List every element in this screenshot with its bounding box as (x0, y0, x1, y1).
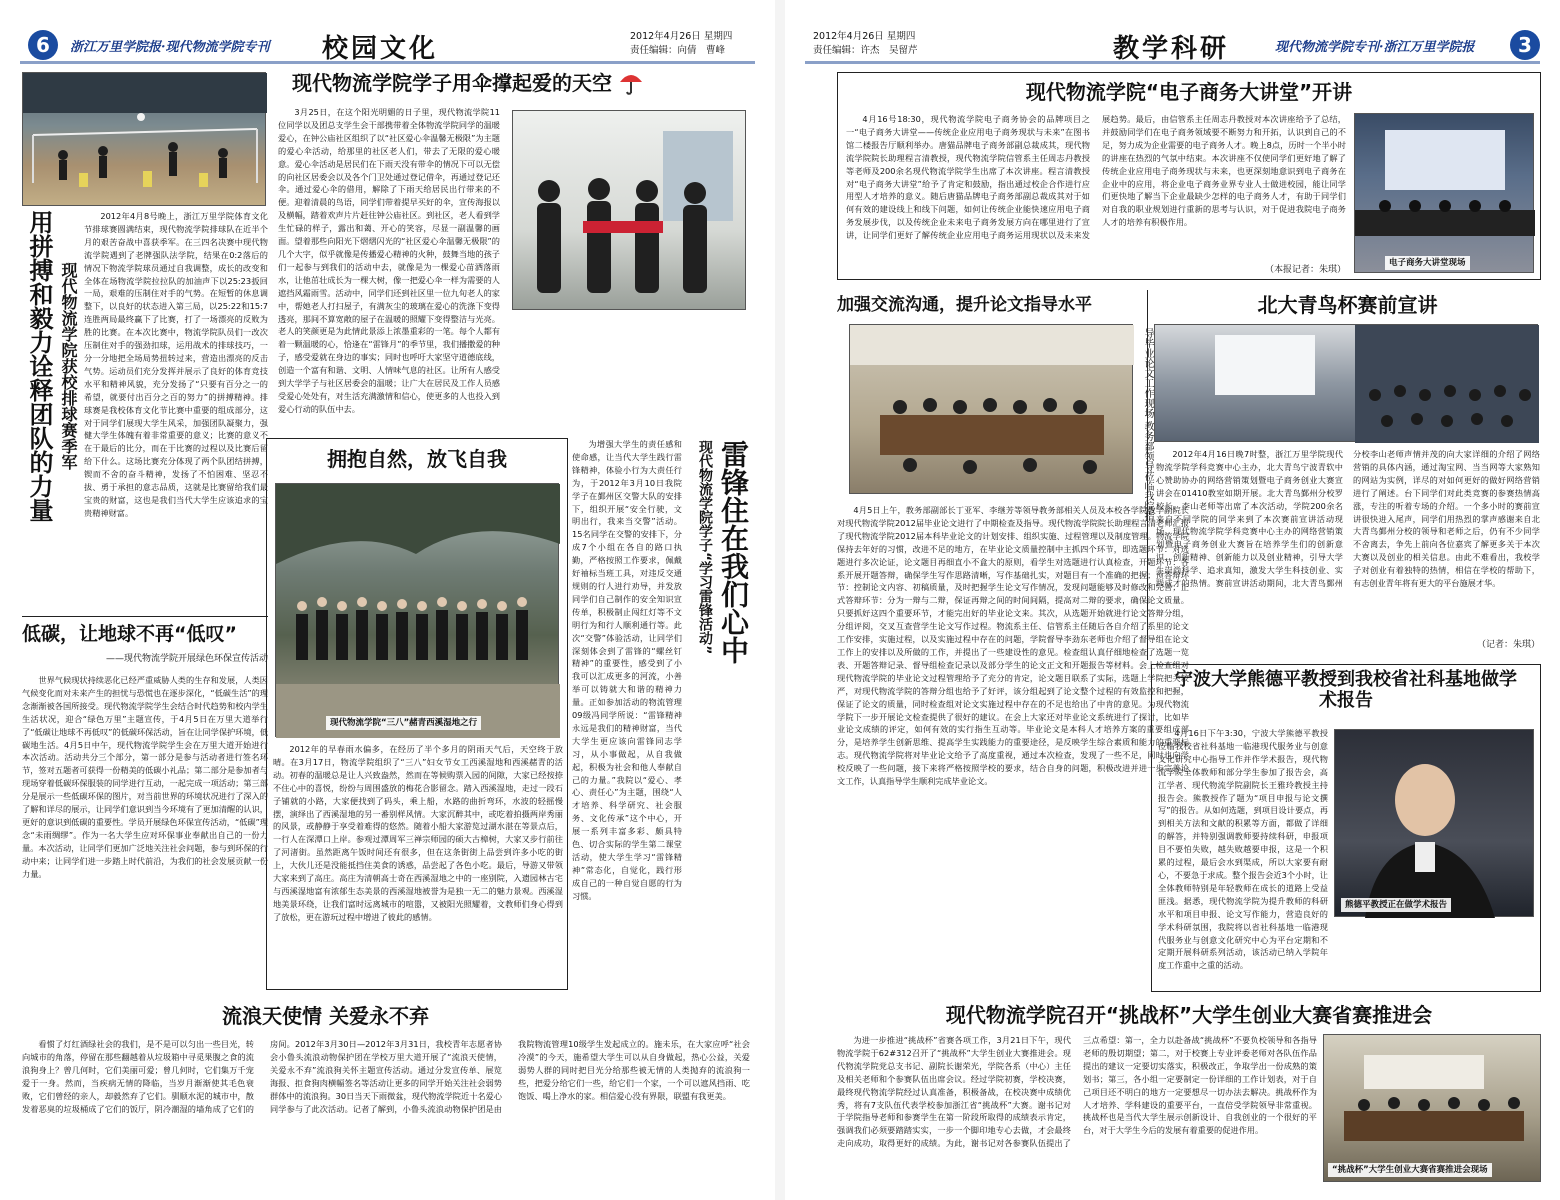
section-title: 校园文化 (322, 34, 439, 64)
pku-article (1147, 290, 1541, 660)
section-title: 教学科研 (1113, 34, 1230, 64)
challenge-photo-caption: “挑战杯”大学生创业大赛省赛推进会现场 (1328, 1163, 1492, 1177)
nature-title: 拥抱自然，放飞自我 (327, 447, 507, 471)
lowcarbon-article (22, 624, 268, 994)
stray-title: 流浪天使情 关爱永不弃 (222, 1004, 429, 1028)
nature-photo (275, 483, 559, 737)
thesis-photo (849, 324, 1133, 494)
leifeng-subtitle: 现代物流学院学子“学习雷锋活动” (697, 440, 713, 655)
challenge-title: 现代物流学院召开“挑战杯”大学生创业大赛省赛推进会 (945, 1003, 1433, 1027)
page-number-badge: 3 (1510, 30, 1540, 60)
volleyball-photo (22, 72, 266, 206)
volleyball-title: 用拼搏和毅力诠释团队的力量 (25, 210, 53, 522)
volleyball-article (84, 210, 268, 580)
paper-name: 浙江万里学院报·现代物流学院专刊 (70, 40, 270, 55)
leifeng-title: 雷锋住在我们心中 (717, 440, 750, 664)
editors: 责任编辑：许杰 吴留芹 (813, 45, 918, 56)
pku-title: 北大青鸟杯赛前宣讲 (1257, 293, 1438, 317)
thesis-article (837, 290, 1195, 992)
page-gutter (775, 0, 785, 1200)
stray-body: 看惯了灯红酒绿社会的我们，是不是可以匀出一些目光，转向城市的角落，停留在那些翻越着从垃圾箱中寻觅果腹之食的流浪狗身上？曾几何时，它们美丽可爱；曾几何时，它们集万千宠爱于一身。然而，当疾病无情的降临，当岁月渐渐使其毛色衰败，它们曾经的亲人，却毅然弃了它们。驯顺水泥的城市中，散发着恶臭的垃圾桶成了它们的饭厅，阴冷潮湿的墙角成了它们的房间。2012年3月30日—2012年3月31日，我校青年志愿者协会小鲁头流浪动物保护团在学校万里大道开展了“流浪天使情，关爱永不弃”流浪狗关怀主题宣传活动。通过分发宣传单、展览海报、拒食狗肉横幅签名等活动让更多的同学开始关注社会弱势群体中的流浪狗。30日当天下雨微盆，现代物流学院近十名爱心同学参与了此次活动。记者了解到，小鲁头流浪动物保护团是由我院物流管理10级学生发起成立的。施未乐，在大家应呼“社会冷漠”的今天，施希望大学生可以从自身做起，热心公益，关爱弱势人群的同时把目光分给那些被无情的人类抛弃的流浪狗一些，把爱分给它们一些，给它们一个家，一个可以遮风挡雨、吃饱饭、喝上净水的家。相信爱心没有界限，联盟有我更美。 (22, 1039, 750, 1114)
issue-date: 2012年4月26日 星期四 (813, 31, 916, 42)
umbrella-body: 3月25日，在这个阳光明媚的日子里，现代物流学院11位同学以及团总支学生会干部携带着全体物流学院同学的温暖爱心，在钟公庙社区组织了以“社区爱心伞温馨无极限”为主题的爱心伞活动，给那里的社区老人们，带去了无限的爱心暖意。爱心伞活动是居民们在下雨天没有带伞的情况下可以无偿的向社区居委会以及各个门卫处通过登记借伞，再通过登记还伞。通过爱心伞的借用，解除了下雨天给居民出行带来的不便。迎着清晨的鸟语，同学们带着提早买好的伞，宣传海报以及横幅，踏着欢声片片赶往钟公庙社区。到社区，老人看到学生忙碌的样子，露出和蔼、开心的笑容，尽显一副温馨的画面。望着那些向阳光下熠熠闪光的“社区爱心伞温馨无极限”的几个大字，似乎就像是传播爱心精神的火种，鼓舞当地的孩子们一起参与到我们的活动中去，就像是为一棵爱心苗洒落雨水，让他茁壮成长为一棵大树，像一把爱心伞一样为需要的人遮挡风霜雨雪。活动中，同学们还到社区里一位九旬老人的家中，帮她老人打扫屋子，有满灰尘的玻璃在爱心的洗涤下变得透亮，那间不算宽敞的屋子在温暖的照耀下变得整洁与光亮。老人的笑颜更是为此情此景添上浓墨重彩的一笔。每个人都有着一颗温暖的心，恰逢在“雷锋月”的季节里，我们播撒爱的种子，感受爱就在身边的事实；同时也呼吁大家坚守道德底线，创造一个富有和谐、文明、人情味气息的社区。让所有人感受到大学学子与社区居委会的温暖；让广大在居民及工作人员感受爱心处处有，对生活充满激情和信心，使更多的人也投入到爱心行动的队伍中去。 (278, 107, 500, 414)
umbrella-columns (278, 106, 750, 422)
stray-article (22, 1000, 750, 1185)
issue-date-editors (630, 30, 732, 58)
ecommerce-photo-caption: 电子商务大讲堂现场 (1385, 256, 1470, 270)
left-header (20, 28, 755, 64)
ningbo-title: 宁波大学熊德平教授到我校省社科基地做学术报告 (1175, 669, 1517, 711)
ecommerce-byline: （本报记者：朱琪） (1264, 265, 1346, 275)
ningbo-photo-caption: 熊德平教授正在做学术报告 (1341, 898, 1451, 912)
challenge-body: 为进一步推进“挑战杯”省赛各项工作，3月21日下午，现代物流学院于62#312召开了“挑战杯”大学生创业大赛推进会。现代物流学院党总支书记、副院长谢荣光，学院各系（中心）主任及相关老师和个参赛队伍出席会议。经过学院初赛，学校决赛，最终现代物流学院经过认真准备，积极备战，在校决赛中成绩优秀，将有7支队伍代表学校参加浙江省“挑战杯”大赛。谢书记对于学院指导老师和参赛学生在第一阶段所取得的成绩表示肯定，强调我们必须要踏踏实实，一步一个脚印地专心去做，才会最终走向成功，取得更好的成绩。为此，谢书记对各参赛队伍提出了三点希望：第一，全力以赴备战“挑战杯”不要负校领导和各指导老师的殷切期望；第二，对于校赛上专业评委老师对各队伍作品提出的建议一定要切实落实，积极改正，争取学出一份成熟的策划书；第三，各小组一定要制定一份详细的工作计划表，对于自己项目还不明白的地方一定要想尽一切办法去解决。挑战杯作为人才培养、学科建设的重要平台，一直倍受学院领导非常重视。挑战杯也是当代大学生展示创新设计、自我创业的一个很好的平台，对于大学生今后的发展有着重要的促进作用。 (837, 1035, 1317, 1149)
left-page (0, 0, 775, 1200)
divider (22, 616, 268, 617)
issue-date: 2012年4月26日 星期四 (630, 31, 733, 42)
ecommerce-photo (1354, 113, 1534, 273)
lowcarbon-title: 低碳，让地球不再“低叹” (22, 623, 237, 645)
right-header (805, 28, 1540, 64)
pku-byline: （记者：朱琪） (1476, 640, 1540, 650)
ecommerce-title: 现代物流学院“电子商务大讲堂”开讲 (1025, 80, 1353, 104)
challenge-photo (1323, 1034, 1541, 1182)
umbrella-right (508, 106, 750, 422)
right-page (785, 0, 1560, 1200)
editors: 责任编辑：向倩 曹峰 (630, 45, 726, 56)
thesis-photo-caption: 导毕业论文工作现场 教务部领导莅临我院指 (1142, 328, 1153, 522)
lowcarbon-subtitle: ——现代物流学院开展绿色环保宣传活动 (105, 654, 268, 664)
volleyball-body: 2012年4月8号晚上，浙江万里学院体育文化节排球赛圆满结束，现代物流学院排球队在近半个月的艰苦奋战中喜获季军。在三四名决赛中现代物流学院遇到了老牌强队法学院，结果在0:2落后的情况下物流学院球员通过自我调整，成长的改变和全体在场物流学院拉拉队的加油声下以25:23扳回一局，艰难的压制住对手的气势。在短暂的休息调整下，以良好的状态进入第三局，以25:22和15:7连胜两局最终赢下了比赛，打了一场漂亮的反败为胜的比赛。在本次比赛中，物流学院队员们一改次压制住对手的强劲扣球，运用战术的排球技巧，一分一分地把全场局势扭转过来，营造出漂亮的反击气势。运动员们充分发挥并展示了良好的体育竞技水平和精神风貌，充分发扬了“只要有百分之一的希望，就要付出百分之百的努力”的拼搏精神。排球赛是我校体育文化节比赛中重要的组成部分，这对于同学们展现大学生风采，加强团队凝聚力，强健大学生体魄有着非常重要的意义；比赛的意义不在于最后的比分，而在于比赛的过程以及比赛后留给下什么。这场比赛充分体现了两个队团结拼搏，锲而不舍的奋斗精神，发扬了不怕困难、坚忍不拔、勇于承担的意志品质，这就是比赛留给我们最宝贵的财富，这也是我们当代大学生应该追求的宝贵精神财富。 (84, 211, 268, 518)
ningbo-photo (1334, 729, 1534, 917)
umbrella-article (278, 66, 750, 428)
nature-article (266, 438, 568, 990)
ecommerce-body: 4月16号18:30，现代物流学院电子商务协会的品牌项目之一“电子商务大讲堂——传统企业应用电子商务现状与未来”在图书馆二楼报告厅顺利举办。唐猫品牌电子商务部副总裁成其，现代物流学院院长助理程言清教授，现代物流学院信管系主任周志丹教授等老师及200余名现代物流学院学生出席了本次讲座。程言清教授对“电子商务大讲堂”给予了肯定和鼓励，指出通过校企合作进行应用型人才培养的意义。随后唐猫品牌电子商务部副总裁成其对于如何有效的建设线上和线下问题，如何让传统企业能快速应用电子商务发展步伐，以及传统企业未来电子商务发展方向在哪里进行了宣讲，让同学们更好了解传统企业应用电子商务运用现状以及未来发展趋势。最后，由信管系主任周志丹教授对本次讲座给予了总结，并鼓励同学们在电子商务领域要不断努力和开拓，认识到自己的不足，努力成为企业需要的电子商务人才。晚上8点，历时一个半小时的讲座在热烈的气氛中结束。本次讲座不仅使同学们更好地了解了传统企业应用电子商务现状与未来，也更深刻地意识到电子商务在企业中的应用，将企业电子商务业界专业人士做进校园，能让同学们更快地了解当下企业最缺少怎样的电子商务人才，有助于同学们对自我的职业规划进行重新的思考与认识，对于促进我院电子商务人才的培养有积极作用。 (846, 114, 1346, 241)
ecommerce-article (837, 72, 1541, 280)
umbrella-title-row (278, 66, 750, 100)
ningbo-article (1151, 664, 1541, 992)
page-number-badge: 6 (28, 30, 58, 60)
pku-body: 2012年4月16日晚7时整，浙江万里学院现代物流学院学科竞赛中心主办，北大青鸟宁波青软中心赞助协办的网络营销策划暨电子商务创业大赛宣讲会在01410教室如期开展。北大青鸟鄞州分校罗校长、李山老师等出席了本次活动，学院200余名来自不同学院的同学来到了本次赛前宣讲活动现场。现代物流学院学科竞赛中心主办的网络营销策划暨电子商务创业大赛旨在培养学生们的创新意识、创新精神、创新能力以及创业精神，引导大学生崇尚科学、追求真知，激发大学生科技创业、实践成才的热情。赛前宣讲活动期间，北大青鸟鄞州分校李山老师声情并茂的向大家详细的介绍了网络营销的具体内涵，通过淘宝网、当当网等大家熟知的网站为实例，详尽的对如何更好的做好网络营销进行了阐述。台下同学们对此类竞赛的参赛热情高涨，专注的听着专场的介绍。一个多小时的赛前宣讲很快进入尾声，同学们用热烈的掌声感谢来自北大青鸟鄞州分校的领导和老师之后，仍有不少同学不舍离去，争先上前向各位嘉宾了解更多关于本次大赛以及创业的相关信息。由此不难看出，我校学子对创业有着独特的热情，相信在学校的帮助下，有志创业青年将有更大的平台施展才华。 (1156, 449, 1540, 589)
umbrella-photo (512, 110, 746, 310)
ningbo-body: 4月16日下午3:30，宁波大学熊德平教授莅临我校省社科基地一临港现代服务业与创意文化研究中心指导工作并作学术报告，现代物流学院全体教师和部分学生参加了报告会，高江学者、现代物流学院副院长王雅玲教授主持报告会。熊教授作了题为“项目申报与论文撰写”的报告。从如何选题，到项目设计要点，再到相关方法和文献的积累等方面，都做了详细的解答，并特别强调教师要持续科研，申报项目不要怕失败，越失败越要申报，这是一个积累的过程，最后会水到渠成，所以大家要有耐心，不要急于求成。整个报告会近3个小时，让全体教师特别是年轻教师在成长的道路上受益匪浅。据悉，现代物流学院为提升教师的科研水平和项目申报、论文写作能力，营造良好的学术科研氛围，我院将以省社科基地一临港现代服务业与创意文化研究中心为平台定期和不定期开展科研系列活动，该活动已纳入学院年度工作重中之重的活动。 (1158, 728, 1328, 971)
umbrella-title: 现代物流学院学子用伞撑起爱的天空 (292, 70, 612, 95)
paper-name: 现代物流学院专刊·浙江万里学院报 (1275, 40, 1475, 55)
volleyball-subtitle: 现代物流学院获校排球赛季军 (59, 262, 78, 470)
lowcarbon-body: 世界气候现状持续恶化已经严重威胁人类的生存和发展，人类因气候变化而对未来产生的担忧与恐慌也在逐步深化，“低碳生活”的理念渐渐被各国所接受。现代物流学院学生会结合时代趋势和校内学生生活状况，迎合“绿色万里”主题宣传，于4月5日在万里大道举行了“低碳让地球不再低叹”的低碳环保活动，旨在让同学保护环境，低碳地生活。4月5日中午，现代物流学院学生会在万里大道开始进行本次活动。活动共分三个部分，第一部分是参与活动者进行签名环节，签对五题者可获得一份精美的低碳小礼品；第二部分是参加者与现场穿着低碳环保服装的同学进行互动，一起完成一项活动；第三部分是展示一些低碳环保的图片，对当前世界的环境状况进行了深入的了解和详尽的展示，让同学们意识到当今环境有了更加清醒的认识，更好的意识到低碳的重要性。学员开展绿色环保宣传活动，“低碳”理念“未雨绸缪”。作为一名大学生应对环保事业奉献出自己的一份力量。本次活动，让同学们更加广泛地关注社会问题，参与到环保的行动中来；让同学们进一步踏上时代前沿，为我们的社会发展贡献一份力量。 (22, 675, 268, 879)
nature-body: 2012年的早春雨水偏多，在经历了半个多月的阴雨天气后，天空终于放晴。在3月17日，物流学院组织了“三八”妇女节女工西溪湿地和西溪赭青的活动。初春的温暖总是让人兴致盎然，然而在等候购票入园的间隙，大家已经按捺不住心中的喜悦，纷纷与周围盛放的梅花合影留念。踏入西溪湿地，走过一段石子铺就的小路，大家便找到了码头，乘上船，水路的曲折弯环，水波的轻摇慢摆，演绎出了西溪湿地的另一番别样风情。大家沉醉其中，或吃着拍摄两岸秀丽的风景，或静静于享受着难得的悠然。随着小船大家游览过湖水湛在等景点后，一行人在深潭口上岸。参观过潭周军三禅宗师园的硕大古樟树，大家又步行前往了河渚街。虽然距离午饭时间还有很多，但在这条街街上品尝到许多小吃的街上，大伙儿还是没能抵挡住美食的诱惑，品尝起了各色小吃。最后，导游又带领大家来到了高庄。高庄为清朝高士奇在西溪湿地之中的一座别院，入遗园林古宅与西溪湿地富有浓郁生态美景的西溪湿地被誉为是独一无二的魅力景观。西溪湿地美景环绕，让我们富时远离城市的喧嚣，又被阳光照耀着，文教师们身心得到了放松，更在游玩过程中增进了彼此的感情。 (273, 744, 563, 922)
leifeng-body: 为增强大学生的责任感和使命感，让当代大学生践行雷锋精神，体验小行为大责任行为，于2012年3月10日我院学子在鄞州区交警大队的安排下，组织开展“安全行驶，文明出行，我来当交警”活动。15名同学在交警的安排下，分成7个小组在各自的路口执勤，严格按照工作要求，佩戴好袖标当班工具，对违反交通规则的行人进行劝导，并发放同学们自己制作的安全知识宣传单，积极制止闯红灯等不文明行为和行人顺利通行等。此次“交警”体验活动，让同学们深刻体会到了雷锋的“螺丝钉精神”的重要性，感受到了小我可以汇成更多的河流，小善举可以铸就大和谐的精神力量。正如参加活动的物流管理09级冯同学所说：“雷锋精神永远是我们的精神财富，当代大学生更应该向雷锋同志学习，从小事做起，从自我做起，积极为社会和他人奉献自己的力量。”我院以“爱心、孝心、责任心”为主题，围绕“人才培养、科学研究、社会服务、文化传承”这个中心，开展一系列丰富多彩、颇具特色、切合实际的学生第二课堂活动，使大学生学习“雷锋精神”常态化，自觉化，践行形成自己的一种自觉自愿的行为习惯。 (572, 439, 682, 901)
umbrella-icon (618, 70, 644, 96)
issue-date-editors (813, 30, 918, 58)
nature-photo-caption: 现代物流学院“三八”赭青西溪湿地之行 (326, 716, 481, 730)
pku-photo (1154, 324, 1538, 442)
leifeng-article (572, 438, 750, 990)
thesis-body: 4月5日上午，教务部副部长丁亚军、李继芳等领导教务部相关人员及本校各学院教学副院长对现代物流学院2012届毕业论文进行了中期检查及指导。现代物流学院院长助理程言清老师汇报了现代物流学院2012届本科毕业论文的计划安排、组织实施、过程管理以及制度管理。物流学院保持去年好的习惯，改进不足的地方，在毕业论文质量控制中主抓四个环节，即选题环节：对选题进行多次论证，论文题目再细直小不盒大的原则，看学生对选题进行认真检查，开题环节：各系开展开题答辩，确保学生写作思路清晰，写作基础扎实，对题目有一个准确的把握；预答辩环节：控制论文内容、初稿质量，及时把握学生论文写作情况，发现问题能够及时修改和完善；正式答辩环节：分为一辩与二辩，保证再辩之间的时间间隔，提高对二辩的要求，确保论文质量。只要抓好这四个重要环节，才能完出好的毕业论文来。其次，从选题开始就进行论文答辩分组，分组评阅，交叉互查营学生论文写作过程。物流系主任、信管系主任随后各自介绍了系里的论文工作安排，实施过程，以及实施过程中存在的问题，学院督导李劲东老师也介绍了督导组在论文工作上的安排以及所做的工作，并提出了一些建设性的意见。检查组认真仔细地检查了选题一览表、开题答辩记录、督导组检查记录以及部分学生的论文正文和开题报告等材料。会上检查组对现代物流学院的毕业论文过程管理给予了充分的肯定，论文题目联系了实际，选题上学院把关较严，对现代物流学院的答辩分组也给予了好评，该分组起到了论文整个过程的有效监控和把握，保证了论文的质量，同时检查组对论文实施过程中存在的不足也给出了中肯的意见。为现代物流学院下一步开展论文检查提供了很好的建议。在会上大家还对毕业论文系统进行了探讨，比如毕业论文成绩的评定，如何有效的实行指生互动等。毕业论文是本科人才培养方案的重要组成部分，是培养学生创新思维、提高学生实践能力的重要途径，是反映学生综合素质和能力的重要标志。现代物流学院将对毕业论文给予了高度重视，通过本次检查，发现了一些不足，同时也向学校反映了一些问题，接下来将严格按照学校的要求，结合自身的问题，积极改进并进一步完善论文工作，认真指导学生顺利完成毕业论文。 (837, 505, 1189, 787)
challenge-article (837, 1000, 1541, 1186)
thesis-title: 加强交流沟通，提升论文指导水平 (837, 295, 1092, 315)
